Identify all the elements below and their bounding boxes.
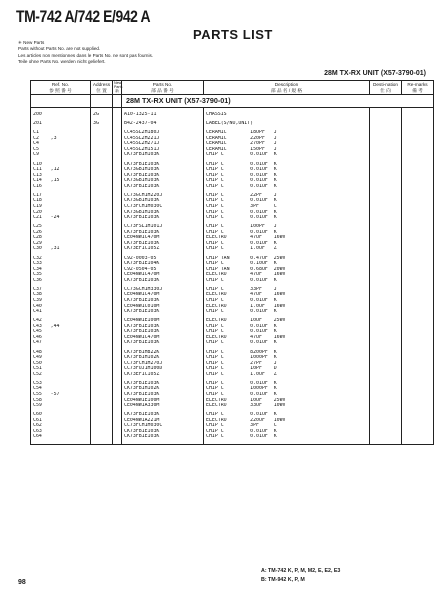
parts-notes (18, 40, 153, 65)
destination-legend (261, 567, 340, 584)
description-cell: CHIP C 100PF J (204, 224, 370, 230)
ref-no-cell: C16 (31, 184, 91, 190)
ref-no-cell: C19 (31, 204, 91, 210)
ref-no-cell: C21 -24 (31, 215, 91, 221)
parts-no-cell: CK73GB1H103K (122, 210, 204, 216)
ref-no-cell: C20 (31, 210, 91, 216)
ref-no-cell: C54 (31, 386, 91, 392)
parts-no-cell: CK73FB1E103K (122, 230, 204, 236)
parts-no-cell: CE04NW1C470M (122, 335, 204, 341)
ref-no-cell: C37 (31, 287, 91, 293)
parts-no-cell: CK73EF1C105Z (122, 246, 204, 252)
ref-no-cell: C63 (31, 429, 91, 435)
description-cell: ELECTRO 47UF 16WV (204, 235, 370, 241)
parts-no-cell: CC45SL2H271J (122, 141, 204, 147)
spacer-row (31, 440, 434, 444)
description-cell: CHIP C 0.01UF K (204, 162, 370, 168)
parts-no-cell: CK73FB1E103K (122, 329, 204, 335)
ref-no-cell: C34 (31, 267, 91, 273)
col-header-remarks: Re-marks 備 考 (402, 81, 434, 95)
ref-no-cell: C1 (31, 130, 91, 136)
description-cell: CHIP C 0.01UF K (204, 215, 370, 221)
section-row (31, 95, 434, 108)
ref-no-cell: C2 ,3 (31, 136, 91, 142)
section-title: 28M TX-RX UNIT (X57-3790-01) (122, 95, 434, 108)
description-cell: ELECTRO 10UF 25WV (204, 318, 370, 324)
model-title: TM-742 A/742 E/942 A (16, 7, 151, 26)
ref-no-cell: C35 (31, 272, 91, 278)
parts-no-cell: CK73FB1E103K (122, 429, 204, 435)
description-cell: CERAMIC 270PF J (204, 141, 370, 147)
parts-no-cell: CK73GB1H103K (122, 178, 204, 184)
description-cell: CHIP C 0.01UF K (204, 167, 370, 173)
description-cell: CHIP C 1.0UF Z (204, 372, 370, 378)
parts-no-cell: CC73FCH1H030C (122, 204, 204, 210)
description-cell: ELECTRO 33UF 10WV (204, 403, 370, 409)
parts-no-cell: CK73EF1C105Z (122, 372, 204, 378)
ref-no-cell: C9 (31, 152, 91, 158)
description-cell: CHIP C 33PF J (204, 287, 370, 293)
parts-no-cell: CK73FB1H102K (122, 355, 204, 361)
col-header-address: Address 位 置 (91, 81, 113, 95)
parts-no-cell: CK73FB1E103K (122, 298, 204, 304)
ref-no-cell: 200 (31, 112, 91, 118)
ref-no-cell: C13 (31, 173, 91, 179)
ref-no-cell: C38 (31, 292, 91, 298)
description-cell: CHIP C 0.01UF K (204, 178, 370, 184)
description-cell: CHIP C 27PF J (204, 361, 370, 367)
parts-no-cell: CE04NW1C470M (122, 272, 204, 278)
parts-no-cell: CK73FB1E103K (122, 241, 204, 247)
description-cell: CHIP C 0.01UF K (204, 152, 370, 158)
parts-no-cell: CC45SL2H180J (122, 130, 204, 136)
ref-no-cell: C49 (31, 355, 91, 361)
description-cell: CHIP C 0.01UF K (204, 198, 370, 204)
ref-no-cell: C36 (31, 278, 91, 284)
parts-no-cell: CE04NW1A330M (122, 403, 204, 409)
parts-no-cell: B42-2437-04 (122, 121, 204, 127)
description-cell: CHIP C 0.01UF K (204, 329, 370, 335)
description-cell: ELECTRO 47UF 16WV (204, 272, 370, 278)
ref-no-cell: C30 ,31 (31, 246, 91, 252)
ref-no-cell: C55 -57 (31, 392, 91, 398)
parts-no-cell: CK73FB1E103K (122, 392, 204, 398)
description-cell: CHIP C 22PF J (204, 193, 370, 199)
description-cell: CHIP C 3PF C (204, 204, 370, 210)
parts-no-cell: CC45SL2H151J (122, 147, 204, 153)
ref-no-cell: C11 ,12 (31, 167, 91, 173)
ref-no-cell: C17 (31, 193, 91, 199)
description-cell: CHIP C 0.01UF K (204, 434, 370, 440)
parts-no-cell: CC73FCH1H270J (122, 361, 204, 367)
legend-line-a: A: TM-742 K, P, M, M2, E, E2, E3 (261, 568, 341, 574)
parts-no-cell: CK73FB1E103K (122, 412, 204, 418)
description-cell: CHIP C 1000PF K (204, 355, 370, 361)
description-cell: CERAMIC 220PF J (204, 136, 370, 142)
ref-no-cell: C25 (31, 224, 91, 230)
note-line: Teile ohne Parts No. werden nicht geliefert. (18, 58, 106, 64)
ref-no-cell: 201 (31, 121, 91, 127)
ref-no-cell: C62 (31, 423, 91, 429)
ref-no-cell: C10 (31, 162, 91, 168)
parts-no-cell: CE04NW1C470M (122, 292, 204, 298)
ref-no-cell: C45 (31, 329, 91, 335)
note-line: Les articles non mentionnes dans le Parts No. ne sont pas fournis. (18, 52, 154, 58)
description-cell: CHIP C 10PF D (204, 366, 370, 372)
parts-no-cell: CE04NW1C470M (122, 235, 204, 241)
ref-no-cell: C32 (31, 256, 91, 262)
description-cell: ELECTRO 1.0UF 16WV (204, 304, 370, 310)
description-cell: CHIP C 0.01UF K (204, 298, 370, 304)
ref-no-cell: C40 (31, 304, 91, 310)
description-cell: CHIP C 0.01UF K (204, 324, 370, 330)
page-title: PARTS LIST (193, 27, 273, 42)
col-header-parts: Parts No. 部 品 番 号 (122, 81, 204, 95)
description-cell: CHIP C 0.01UF K (204, 230, 370, 236)
parts-no-cell: CK73FB1E103K (122, 162, 204, 168)
parts-no-cell: CC73GCH1H330J (122, 287, 204, 293)
description-cell: ELECTRO 47UF 16WV (204, 292, 370, 298)
parts-no-cell: CC45SL2H221J (122, 136, 204, 142)
ref-no-cell: C43 ,44 (31, 324, 91, 330)
description-cell: CHIP C 0.01UF K (204, 392, 370, 398)
parts-no-cell: A10-1325-11 (122, 112, 204, 118)
description-cell: CHIP C 1000PF K (204, 386, 370, 392)
parts-no-cell: CK73FB1E103K (122, 184, 204, 190)
col-header-ref: Ref. No. 参 照 番 号 (31, 81, 91, 95)
ref-no-cell: C29 (31, 241, 91, 247)
parts-no-cell: C92-0504-05 (122, 267, 204, 273)
ref-no-cell: C18 (31, 198, 91, 204)
ref-no-cell: C33 (31, 261, 91, 267)
description-cell: ELECTRO 10UF 25WV (204, 398, 370, 404)
ref-no-cell: C50 (31, 361, 91, 367)
description-cell: CHIP C 0.01UF K (204, 184, 370, 190)
description-cell: CHIP C 0.01UF K (204, 278, 370, 284)
parts-no-cell: CE04NW1E100M (122, 398, 204, 404)
description-cell: CHIP C 0.01UF K (204, 173, 370, 179)
ref-no-cell: C51 (31, 366, 91, 372)
parts-no-cell: CE04NW1A221M (122, 418, 204, 424)
ref-no-cell: C41 (31, 309, 91, 315)
parts-no-cell: CC73FCH1H030C (122, 423, 204, 429)
parts-table (30, 80, 434, 445)
parts-no-cell: CK73FB1E103K (122, 173, 204, 179)
ref-no-cell: C64 (31, 434, 91, 440)
description-cell: LABEL(S/NO,UNIT) (204, 121, 370, 127)
parts-no-cell: CK73FB1E103K (122, 340, 204, 346)
ref-no-cell: C4 (31, 141, 91, 147)
parts-no-cell: CE04NW1E100M (122, 318, 204, 324)
ref-no-cell: C53 (31, 381, 91, 387)
parts-no-cell: CK73FB1E103K (122, 434, 204, 440)
parts-no-cell: CK73FB1H822K (122, 350, 204, 356)
col-header-new: New Parts 新 (113, 81, 122, 95)
parts-no-cell: CC73GCH1H220J (122, 193, 204, 199)
ref-no-cell: C46 (31, 335, 91, 341)
ref-no-cell: C47 (31, 340, 91, 346)
parts-no-cell: C92-0003-05 (122, 256, 204, 262)
unit-heading: 28M TX-RX UNIT (X57-3790-01) (324, 70, 426, 77)
description-cell: CHIP C 0.01UF K (204, 210, 370, 216)
description-cell: CHASSIS (204, 112, 370, 118)
description-cell: CHIP C 1.0UF Z (204, 246, 370, 252)
description-cell: CHIP C 0.01UF K (204, 412, 370, 418)
description-cell: CHIP C 8200PF K (204, 350, 370, 356)
description-cell: ELECTRO 220UF 10WV (204, 418, 370, 424)
header-row (31, 81, 434, 95)
ref-no-cell: C61 (31, 418, 91, 424)
parts-no-cell: CK73FB1E104K (122, 261, 204, 267)
description-cell: CHIP C 0.01UF K (204, 340, 370, 346)
parts-no-cell: CK73FB1E103K (122, 381, 204, 387)
description-cell: CHIP C 0.01UF K (204, 429, 370, 435)
ref-no-cell: C59 (31, 403, 91, 409)
parts-no-cell: CK73FB1E103K (122, 309, 204, 315)
note-line: Parts without Parts No. are not supplied. (18, 46, 101, 52)
ref-no-cell: C42 (31, 318, 91, 324)
page-number: 98 (18, 579, 26, 586)
description-cell: CHIP C 0.01UF K (204, 381, 370, 387)
address-cell: 2G (91, 112, 113, 118)
description-cell: CHIP C 0.01UF K (204, 241, 370, 247)
ref-no-cell: C28 (31, 235, 91, 241)
col-header-destination: Desti-nation 仕 向 (370, 81, 402, 95)
ref-no-cell: C58 (31, 398, 91, 404)
legend-line-b: B: TM-942 K, P, M (261, 576, 305, 583)
ref-no-cell: C39 (31, 298, 91, 304)
ref-no-cell: C5 (31, 147, 91, 153)
parts-no-cell: CC73FUJ1H100D (122, 366, 204, 372)
col-header-description: Description 部 品 名 / 規 格 (204, 81, 370, 95)
ref-no-cell: C14 ,15 (31, 178, 91, 184)
description-cell: CERAMIC 18OPF J (204, 130, 370, 136)
description-cell: CHIP C 0.10UF K (204, 261, 370, 267)
parts-no-cell: CC73FSL1H101J (122, 224, 204, 230)
parts-no-cell: CK73FB1H102K (122, 386, 204, 392)
parts-no-cell: CE04NW1C010M (122, 304, 204, 310)
description-cell: CHIP C 3PF C (204, 423, 370, 429)
description-cell: CHIP C 0.01UF K (204, 309, 370, 315)
parts-no-cell: CK73FB1E103K (122, 215, 204, 221)
parts-no-cell: CK73GB1H103K (122, 198, 204, 204)
parts-no-cell: CK73GB1H103K (122, 167, 204, 173)
parts-no-cell: CK73FB1H103K (122, 152, 204, 158)
parts-no-cell: CK73FB1E103K (122, 324, 204, 330)
ref-no-cell: C48 (31, 350, 91, 356)
description-cell: ELECTRO 47UF 16WV (204, 335, 370, 341)
parts-no-cell: CK73FB1E103K (122, 278, 204, 284)
description-cell: CHIP TAN 0.47UF 25WV (204, 256, 370, 262)
description-cell: CERAMIC 150PF J (204, 147, 370, 153)
ref-no-cell: C26 (31, 230, 91, 236)
description-cell: CHIP TAN 0.68UF 20WV (204, 267, 370, 273)
note-line: ✳ New Parts (18, 40, 45, 45)
ref-no-cell: C52 (31, 372, 91, 378)
address-cell: 3G (91, 121, 113, 127)
ref-no-cell: C60 (31, 412, 91, 418)
